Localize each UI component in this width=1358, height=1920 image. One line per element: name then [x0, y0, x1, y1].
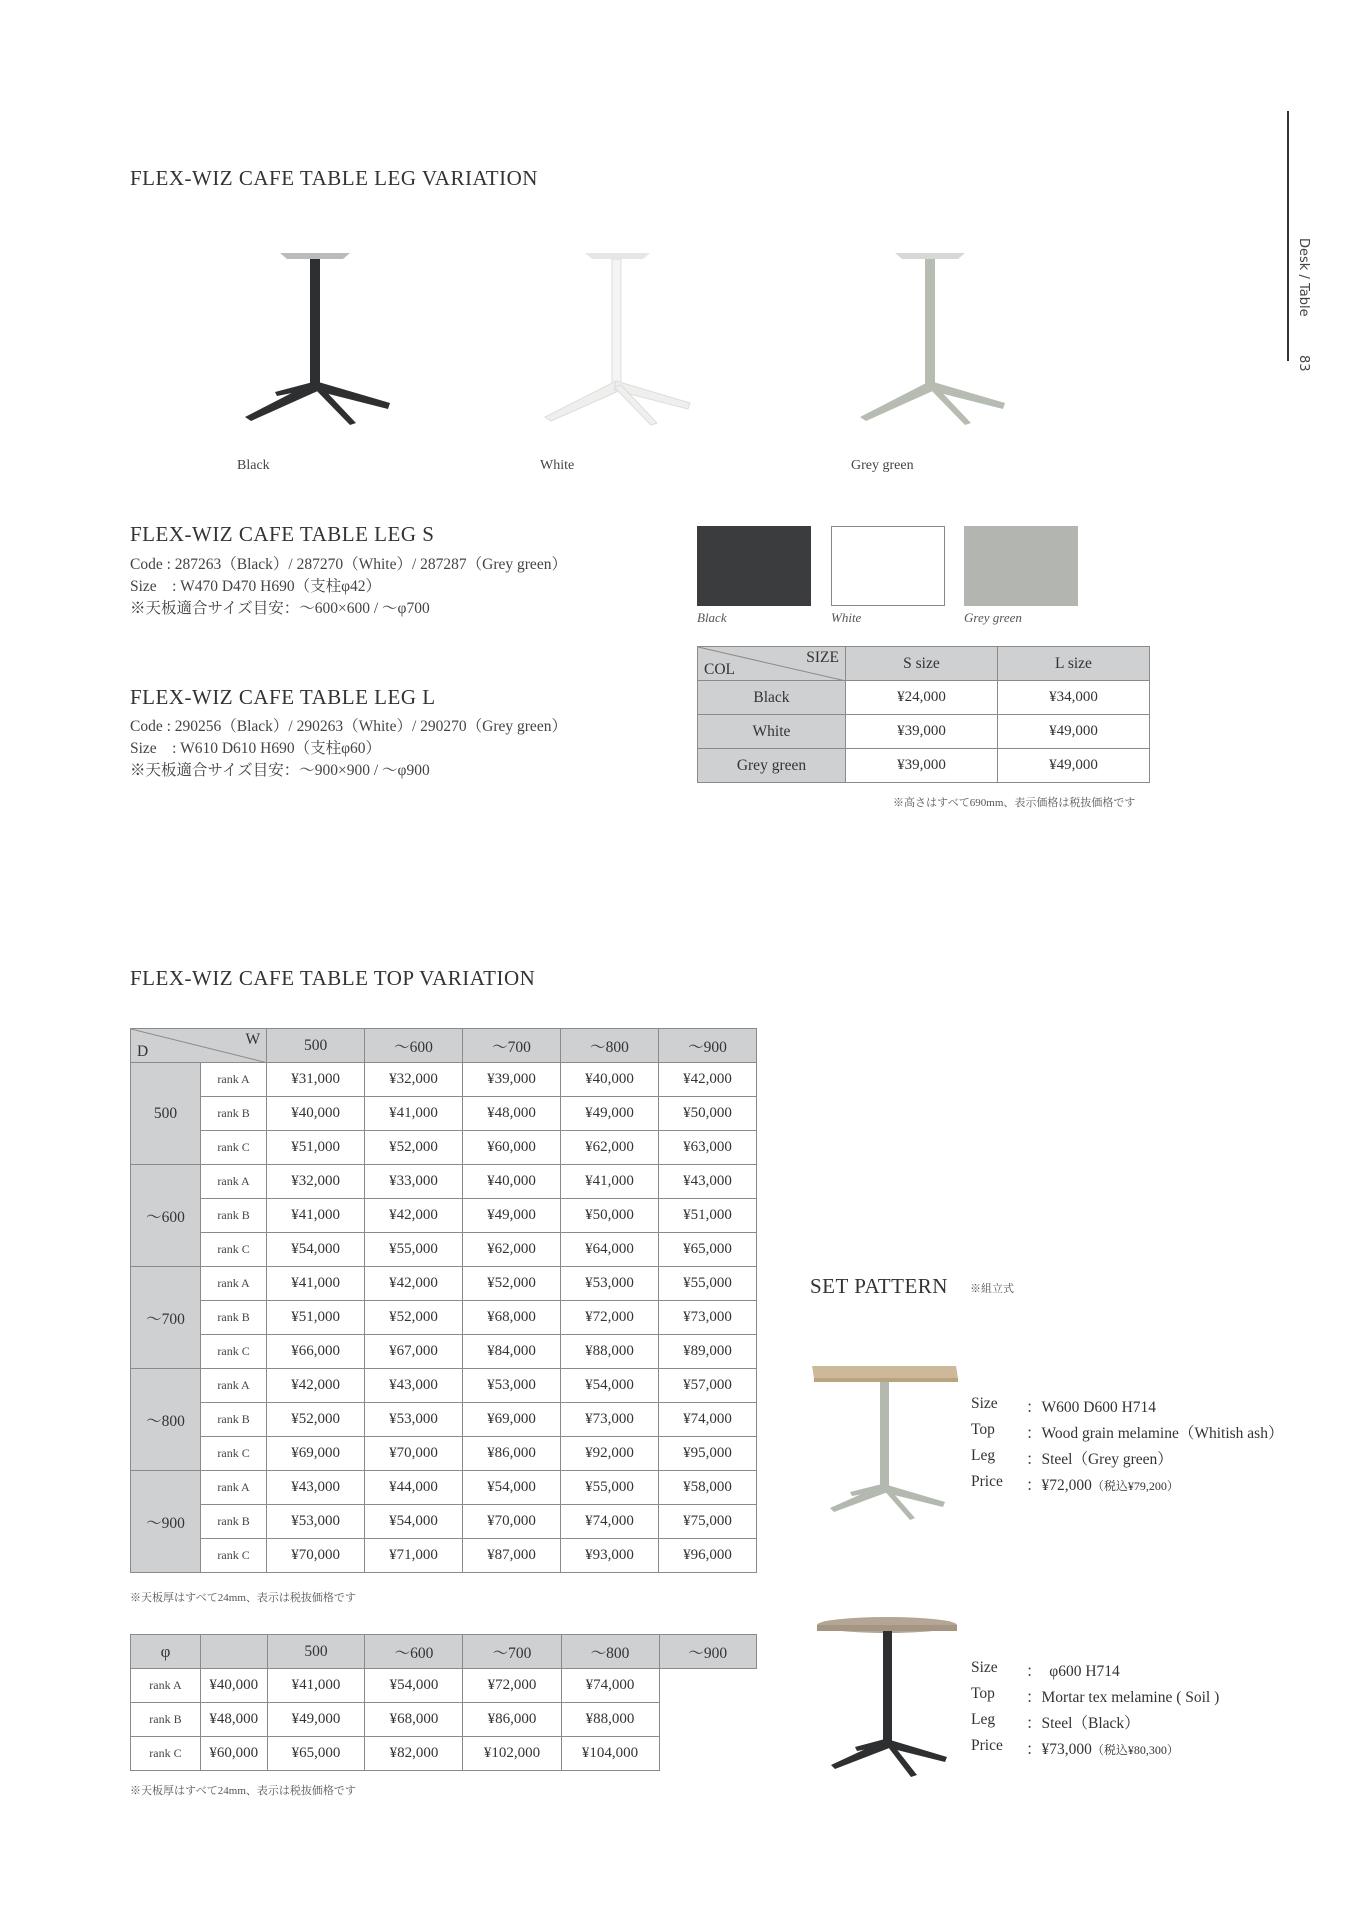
price-cell: ¥72,000: [560, 1301, 658, 1335]
rank-label: rank B: [131, 1703, 201, 1737]
rank-label: rank A: [201, 1063, 267, 1097]
price-cell: ¥64,000: [560, 1233, 658, 1267]
price-cell: ¥74,000: [560, 1505, 658, 1539]
price-cell: ¥48,000: [200, 1703, 267, 1737]
leg-s-title: FLEX-WIZ CAFE TABLE LEG S: [130, 522, 435, 546]
rank-label: rank A: [201, 1267, 267, 1301]
rank-label: rank B: [201, 1505, 267, 1539]
price-cell: ¥54,000: [560, 1369, 658, 1403]
table-row: [698, 749, 1150, 783]
table-row: [131, 1369, 757, 1403]
price-cell: ¥55,000: [658, 1267, 756, 1301]
price-cell: ¥65,000: [267, 1737, 365, 1771]
price-cell: ¥93,000: [560, 1539, 658, 1573]
rank-label: rank B: [201, 1301, 267, 1335]
price-cell: ¥51,000: [267, 1301, 365, 1335]
row-header: Black: [698, 681, 846, 715]
leg-l-size: Size : W610 D610 H690（支柱φ60）: [130, 740, 382, 757]
spec-label: Leg: [971, 1711, 996, 1728]
rank-label: rank C: [201, 1437, 267, 1471]
price-cell: ¥60,000: [200, 1737, 267, 1771]
set-pattern-title: SET PATTERN: [810, 1274, 948, 1298]
price-cell: ¥52,000: [267, 1403, 365, 1437]
price-cell: ¥54,000: [365, 1505, 463, 1539]
table-row: [131, 1403, 757, 1437]
leg-image-white: [525, 245, 695, 435]
depth-header: ～800: [131, 1369, 201, 1471]
price-cell: ¥69,000: [463, 1403, 561, 1437]
price-cell: ¥43,000: [658, 1165, 756, 1199]
leg-image-grey-green: [840, 245, 1010, 435]
col-header: ～900: [658, 1029, 756, 1063]
leg-price-table: [697, 646, 1150, 783]
price-cell: ¥53,000: [365, 1403, 463, 1437]
rank-label: rank C: [201, 1539, 267, 1573]
swatch-label-black: Black: [697, 610, 727, 625]
round-label: φ: [131, 1635, 201, 1669]
section-label: Desk / Table: [1296, 238, 1311, 317]
depth-header: ～700: [131, 1267, 201, 1369]
leg-label-black: Black: [237, 458, 270, 473]
rank-label: rank C: [201, 1233, 267, 1267]
price-cell: ¥52,000: [365, 1301, 463, 1335]
rank-label: rank A: [201, 1471, 267, 1505]
row-header: White: [698, 715, 846, 749]
price-cell: ¥102,000: [463, 1737, 561, 1771]
price-cell: ¥31,000: [267, 1063, 365, 1097]
price-cell: ¥41,000: [560, 1165, 658, 1199]
price-cell: ¥68,000: [463, 1301, 561, 1335]
rank-label: rank A: [201, 1165, 267, 1199]
rank-label: rank C: [201, 1131, 267, 1165]
table-row: [131, 1737, 757, 1771]
price-cell: ¥40,000: [463, 1165, 561, 1199]
col-header: ～900: [659, 1635, 756, 1669]
row-header: Grey green: [698, 749, 846, 783]
price-cell: ¥62,000: [463, 1233, 561, 1267]
price-cell: ¥84,000: [463, 1335, 561, 1369]
spec-label: Leg: [971, 1447, 996, 1464]
price-cell: ¥74,000: [658, 1403, 756, 1437]
table-row: [131, 1199, 757, 1233]
table-row: [131, 1437, 757, 1471]
price-cell: ¥71,000: [365, 1539, 463, 1573]
col-header: ～600: [365, 1635, 463, 1669]
swatch-grey-green: [964, 526, 1078, 606]
rank-label: rank B: [201, 1403, 267, 1437]
price-cell: ¥40,000: [560, 1063, 658, 1097]
table-row: [131, 1505, 757, 1539]
price-cell: ¥70,000: [365, 1437, 463, 1471]
price-cell: ¥73,000: [658, 1301, 756, 1335]
round-top-price-table: [130, 1634, 757, 1771]
price-cell: ¥41,000: [267, 1199, 365, 1233]
price-cell: ¥41,000: [267, 1669, 365, 1703]
price-cell: ¥43,000: [365, 1369, 463, 1403]
price-cell: ¥39,000: [845, 715, 997, 749]
set-specs-2: [971, 1657, 1219, 1761]
price-cell: ¥52,000: [365, 1131, 463, 1165]
set-price: ：¥72,000: [1026, 1477, 1092, 1494]
spec-label: Size: [971, 1395, 998, 1412]
swatch-white: [831, 526, 945, 606]
col-header-l-size: L size: [997, 647, 1149, 681]
price-cell: ¥42,000: [658, 1063, 756, 1097]
price-cell: ¥53,000: [267, 1505, 365, 1539]
spec-label: Price: [971, 1473, 1003, 1490]
col-header: ～700: [463, 1029, 561, 1063]
col-header: 500: [267, 1029, 365, 1063]
leg-s-code: Code : 287263（Black）/ 287270（White）/ 287287（Grey green）: [130, 556, 567, 573]
spec-value: ： φ600 H714: [1026, 1663, 1120, 1680]
set-table-round-image: [815, 1615, 960, 1785]
table-row: [131, 1267, 757, 1301]
price-cell: ¥55,000: [560, 1471, 658, 1505]
price-cell: ¥70,000: [267, 1539, 365, 1573]
table-row: [131, 1233, 757, 1267]
price-cell: ¥63,000: [658, 1131, 756, 1165]
price-cell: ¥86,000: [463, 1703, 561, 1737]
page-number: 83: [1296, 355, 1311, 372]
set-price-tax: （税込¥79,200）: [1091, 1479, 1179, 1493]
rank-label: rank A: [131, 1669, 201, 1703]
leg-label-white: White: [540, 458, 575, 473]
price-cell: ¥48,000: [463, 1097, 561, 1131]
col-header: ～600: [365, 1029, 463, 1063]
price-cell: ¥32,000: [267, 1165, 365, 1199]
table-row: [698, 715, 1150, 749]
col-header: ～700: [463, 1635, 561, 1669]
price-cell: ¥95,000: [658, 1437, 756, 1471]
table-row: [131, 1539, 757, 1573]
price-cell: ¥53,000: [463, 1369, 561, 1403]
price-cell: ¥40,000: [200, 1669, 267, 1703]
top-price-corner: [131, 1029, 267, 1063]
price-cell: ¥75,000: [658, 1505, 756, 1539]
price-cell: ¥96,000: [658, 1539, 756, 1573]
set-price-tax: （税込¥80,300）: [1091, 1743, 1179, 1757]
price-cell: ¥40,000: [267, 1097, 365, 1131]
spec-label: Size: [971, 1659, 998, 1676]
rank-label: rank C: [131, 1737, 201, 1771]
rank-label: rank B: [201, 1199, 267, 1233]
price-cell: ¥60,000: [463, 1131, 561, 1165]
top-price-note: ※天板厚はすべて24mm、表示は税抜価格です: [130, 1592, 356, 1604]
price-cell: ¥57,000: [658, 1369, 756, 1403]
rank-label: rank C: [201, 1335, 267, 1369]
spec-value: ：W600 D600 H714: [1026, 1399, 1157, 1416]
price-cell: ¥41,000: [267, 1267, 365, 1301]
spec-label: Top: [971, 1421, 995, 1438]
table-row: [131, 1335, 757, 1369]
leg-l-title: FLEX-WIZ CAFE TABLE LEG L: [130, 685, 436, 709]
spec-label: Price: [971, 1737, 1003, 1754]
price-cell: ¥65,000: [658, 1233, 756, 1267]
col-header-s-size: S size: [845, 647, 997, 681]
corner-size-label: SIZE: [806, 649, 839, 666]
price-cell: ¥44,000: [365, 1471, 463, 1505]
price-cell: ¥34,000: [997, 681, 1149, 715]
leg-s-specs: [130, 554, 567, 620]
price-cell: ¥52,000: [463, 1267, 561, 1301]
table-row: [131, 1301, 757, 1335]
price-cell: ¥54,000: [267, 1233, 365, 1267]
price-cell: ¥58,000: [658, 1471, 756, 1505]
set-price: ：¥73,000: [1026, 1741, 1092, 1758]
sidebar-rule: [1287, 111, 1289, 361]
price-cell: ¥50,000: [658, 1097, 756, 1131]
price-cell: ¥51,000: [658, 1199, 756, 1233]
price-cell: ¥70,000: [463, 1505, 561, 1539]
price-cell: ¥86,000: [463, 1437, 561, 1471]
set-specs-1: [971, 1393, 1283, 1497]
leg-label-grey-green: Grey green: [851, 458, 914, 473]
price-cell: ¥24,000: [845, 681, 997, 715]
set-table-square-image: [810, 1360, 960, 1530]
leg-l-code: Code : 290256（Black）/ 290263（White）/ 290270（Grey green）: [130, 718, 567, 735]
price-cell: ¥49,000: [267, 1703, 365, 1737]
set-pattern-subtitle: ※組立式: [970, 1283, 1014, 1295]
corner-col-label: COL: [704, 661, 735, 678]
top-price-table: [130, 1028, 757, 1573]
price-cell: ¥92,000: [560, 1437, 658, 1471]
depth-header: 500: [131, 1063, 201, 1165]
price-cell: ¥53,000: [560, 1267, 658, 1301]
price-cell: ¥51,000: [267, 1131, 365, 1165]
leg-l-specs: [130, 716, 567, 782]
spec-value: ：Steel（Black）: [1026, 1715, 1140, 1732]
round-price-note: ※天板厚はすべて24mm、表示は税抜価格です: [130, 1785, 356, 1797]
price-cell: ¥67,000: [365, 1335, 463, 1369]
leg-l-fit: ※天板適合サイズ目安：～900×900 / ～φ900: [130, 762, 430, 779]
table-row: [131, 1131, 757, 1165]
table-row: [131, 1703, 757, 1737]
corner-w-label: W: [245, 1031, 261, 1048]
top-variation-title: FLEX-WIZ CAFE TABLE TOP VARIATION: [130, 966, 536, 990]
price-cell: ¥104,000: [561, 1737, 659, 1771]
price-cell: ¥42,000: [365, 1199, 463, 1233]
table-row: [698, 681, 1150, 715]
price-cell: ¥68,000: [365, 1703, 463, 1737]
spec-value: ：Steel（Grey green）: [1026, 1451, 1173, 1468]
price-cell: ¥49,000: [997, 715, 1149, 749]
price-cell: ¥49,000: [560, 1097, 658, 1131]
price-cell: ¥39,000: [845, 749, 997, 783]
spec-value: ：Mortar tex melamine ( Soil ): [1026, 1689, 1220, 1706]
col-header: ～800: [560, 1029, 658, 1063]
spec-value: ：Wood grain melamine（Whitish ash）: [1026, 1425, 1284, 1442]
swatch-black: [697, 526, 811, 606]
rank-label: rank B: [201, 1097, 267, 1131]
price-cell: ¥42,000: [365, 1267, 463, 1301]
price-cell: ¥72,000: [463, 1669, 561, 1703]
price-cell: ¥41,000: [365, 1097, 463, 1131]
price-cell: ¥54,000: [463, 1471, 561, 1505]
corner-d-label: D: [137, 1043, 149, 1060]
leg-variation-title: FLEX-WIZ CAFE TABLE LEG VARIATION: [130, 166, 538, 190]
price-cell: ¥62,000: [560, 1131, 658, 1165]
price-cell: ¥89,000: [658, 1335, 756, 1369]
swatch-label-white: White: [831, 610, 862, 625]
leg-price-note: ※高さはすべて690mm、表示価格は税抜価格です: [893, 797, 1136, 809]
depth-header: ～600: [131, 1165, 201, 1267]
leg-s-fit: ※天板適合サイズ目安：～600×600 / ～φ700: [130, 600, 430, 617]
table-row: [131, 1669, 757, 1703]
price-cell: ¥50,000: [560, 1199, 658, 1233]
price-cell: ¥49,000: [997, 749, 1149, 783]
table-row: [131, 1471, 757, 1505]
table-row: [131, 1063, 757, 1097]
price-cell: ¥33,000: [365, 1165, 463, 1199]
swatch-label-grey-green: Grey green: [964, 610, 1022, 625]
price-cell: ¥55,000: [365, 1233, 463, 1267]
price-cell: ¥39,000: [463, 1063, 561, 1097]
price-cell: ¥73,000: [560, 1403, 658, 1437]
leg-price-corner: [698, 647, 846, 681]
spec-label: Top: [971, 1685, 995, 1702]
price-cell: ¥42,000: [267, 1369, 365, 1403]
price-cell: ¥69,000: [267, 1437, 365, 1471]
leg-s-size: Size : W470 D470 H690（支柱φ42）: [130, 578, 382, 595]
leg-image-black: [225, 245, 395, 435]
table-row: [131, 1165, 757, 1199]
rank-header-empty: [200, 1635, 267, 1669]
table-row: [131, 1097, 757, 1131]
col-header: ～800: [561, 1635, 659, 1669]
col-header: 500: [267, 1635, 365, 1669]
price-cell: ¥88,000: [560, 1335, 658, 1369]
price-cell: ¥43,000: [267, 1471, 365, 1505]
price-cell: ¥74,000: [561, 1669, 659, 1703]
price-cell: ¥88,000: [561, 1703, 659, 1737]
price-cell: ¥54,000: [365, 1669, 463, 1703]
price-cell: ¥87,000: [463, 1539, 561, 1573]
depth-header: ～900: [131, 1471, 201, 1573]
price-cell: ¥32,000: [365, 1063, 463, 1097]
rank-label: rank A: [201, 1369, 267, 1403]
price-cell: ¥49,000: [463, 1199, 561, 1233]
price-cell: ¥82,000: [365, 1737, 463, 1771]
price-cell: ¥66,000: [267, 1335, 365, 1369]
